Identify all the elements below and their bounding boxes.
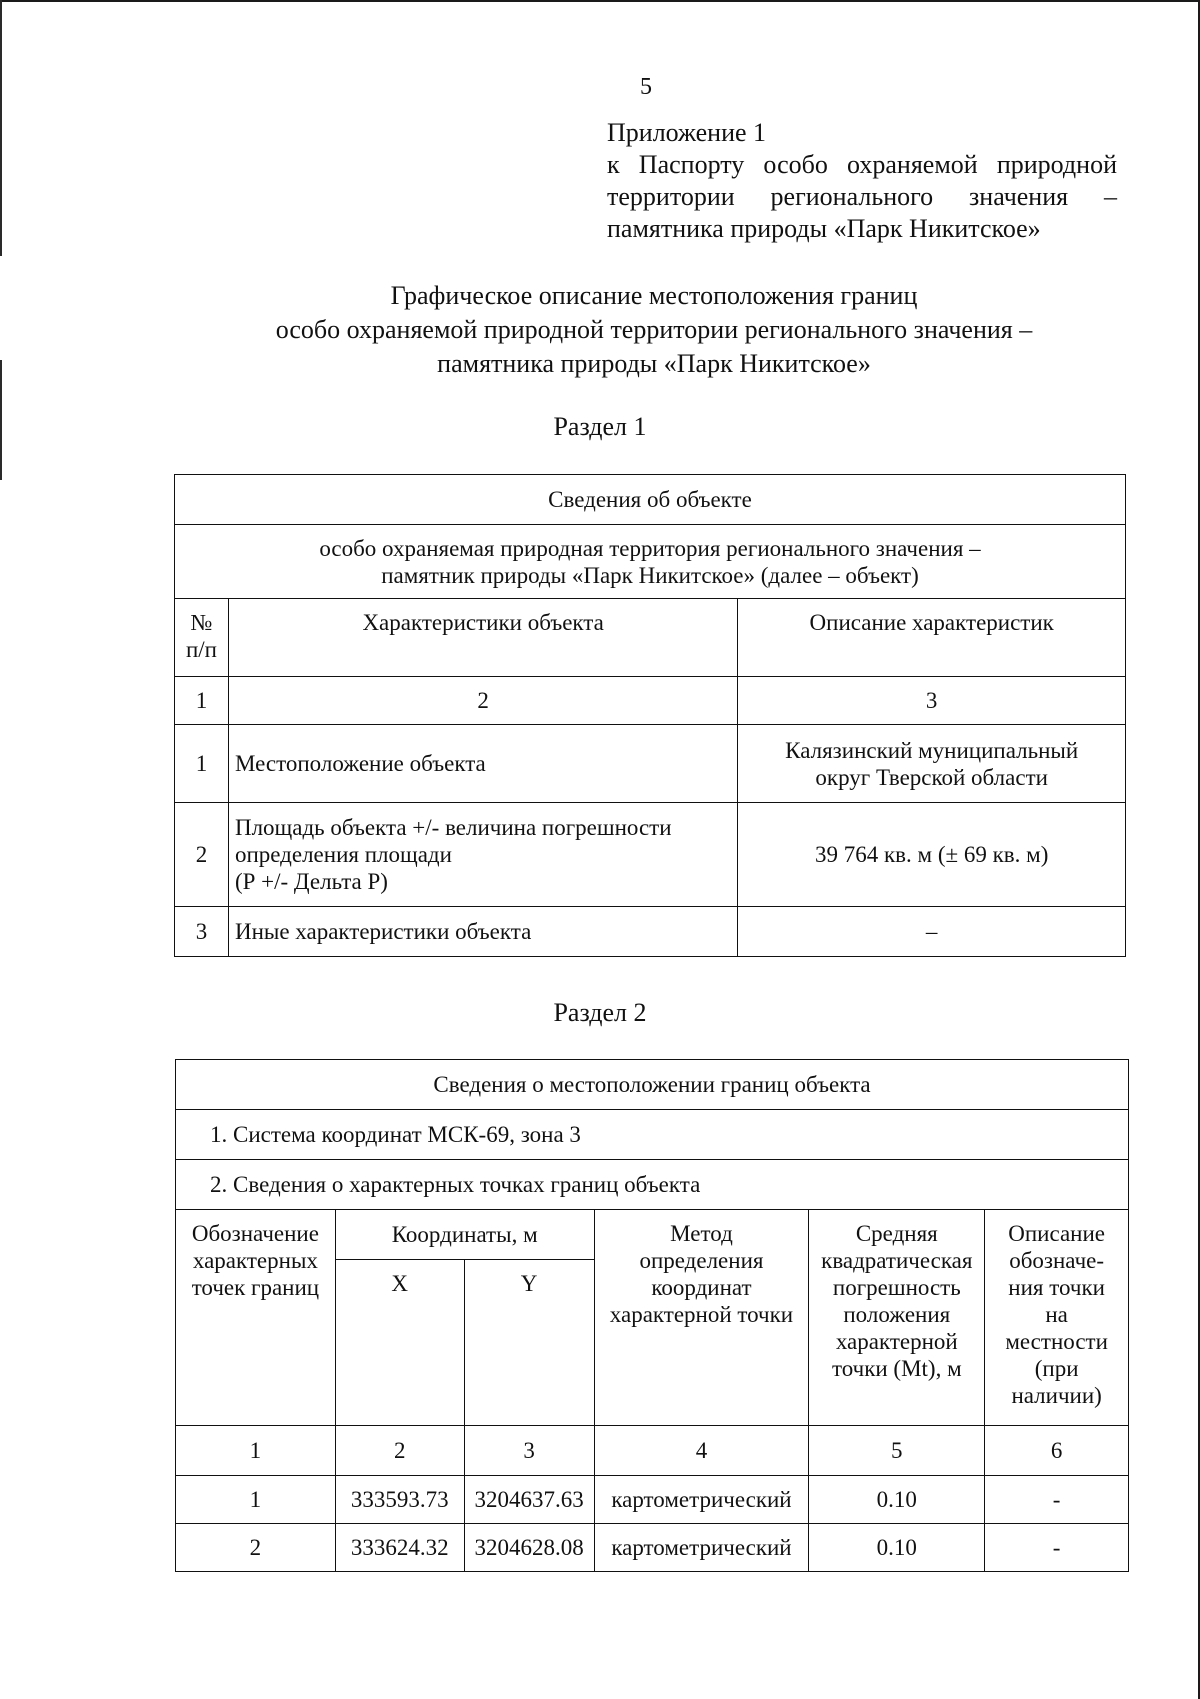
row-number: 3: [175, 907, 229, 957]
header-num: [175, 599, 229, 677]
table-caption: Сведения о местоположении границ объекта: [176, 1060, 1129, 1110]
title-line: особо охраняемой природной территории регионального значения –: [275, 315, 1033, 344]
header-line: погрешность: [832, 1275, 961, 1300]
title-line: памятника природы «Парк Никитское»: [437, 349, 871, 378]
header-mean-error: [809, 1210, 985, 1426]
characteristic-line: Иные характеристики объекта: [234, 919, 532, 944]
row-description: [738, 907, 1126, 957]
annex-line: территории регионального значения –: [607, 182, 1117, 211]
row-number: 1: [175, 725, 229, 803]
description-line: 39 764 кв. м (± 69 кв. м): [814, 842, 1049, 867]
column-index: 2: [335, 1426, 464, 1476]
annex-header: [607, 117, 1117, 245]
row-characteristic: [228, 907, 737, 957]
point-x: 333593.73: [335, 1476, 464, 1524]
header-designation: [176, 1210, 336, 1426]
header-line: (при: [1034, 1356, 1079, 1381]
header-coordinates: Координаты, м: [335, 1210, 594, 1260]
scan-edge-left: [0, 0, 2, 256]
header-line: наличии): [1011, 1383, 1102, 1408]
object-name-line: особо охраняемая природная территория регионального значения –: [319, 535, 981, 561]
header-y: Y: [464, 1260, 594, 1426]
table-row: [175, 725, 1126, 803]
characteristic-line: (Р +/- Дельта Р): [234, 869, 388, 894]
object-info-table: [174, 474, 1126, 957]
column-index: 1: [176, 1426, 336, 1476]
point-y: 3204637.63: [464, 1476, 594, 1524]
column-index: 1: [175, 677, 229, 725]
table-caption: Сведения об объекте: [175, 475, 1126, 525]
point-description: -: [985, 1524, 1129, 1572]
header-location-description: [985, 1210, 1129, 1426]
page-number: 5: [640, 74, 652, 100]
column-index: 2: [228, 677, 737, 725]
point-id: 2: [176, 1524, 336, 1572]
section2-heading: Раздел 2: [553, 998, 647, 1027]
header-line: Обозначение: [191, 1221, 319, 1246]
header-line: координат: [651, 1275, 752, 1300]
document-title: [174, 279, 1134, 381]
points-info: 2. Сведения о характерных точках границ объекта: [176, 1160, 1129, 1210]
row-description: [738, 725, 1126, 803]
header-line: обозначе-: [1009, 1248, 1105, 1273]
header-line: точек границ: [191, 1275, 320, 1300]
header-line: характерной: [835, 1329, 958, 1354]
coordinate-system: 1. Система координат МСК-69, зона 3: [176, 1110, 1129, 1160]
point-x: 333624.32: [335, 1524, 464, 1572]
header-line: определения: [639, 1248, 764, 1273]
header-x: X: [335, 1260, 464, 1426]
point-mt: 0.10: [809, 1476, 985, 1524]
annex-line: памятника природы «Парк Никитское»: [607, 214, 1041, 243]
point-id: 1: [176, 1476, 336, 1524]
point-description: -: [985, 1476, 1129, 1524]
row-number: 2: [175, 803, 229, 907]
characteristic-line: определения площади: [234, 842, 452, 867]
table-row: [176, 1476, 1129, 1524]
header-line: квадратическая: [821, 1248, 973, 1273]
section1-heading: Раздел 1: [553, 412, 647, 441]
table-row: [176, 1524, 1129, 1572]
column-index: 5: [809, 1426, 985, 1476]
characteristic-line: Площадь объекта +/- величина погрешности: [234, 815, 672, 840]
point-method: картометрический: [594, 1476, 809, 1524]
header-line: Средняя: [855, 1221, 938, 1246]
header-line: характерной точки: [609, 1302, 794, 1327]
point-y: 3204628.08: [464, 1524, 594, 1572]
row-characteristic: [228, 803, 737, 907]
description-line: округ Тверской области: [815, 764, 1048, 790]
scan-edge-top: [0, 0, 1200, 2]
header-method: [594, 1210, 809, 1426]
column-index: 3: [464, 1426, 594, 1476]
object-name-line: памятник природы «Парк Никитское» (далее – объект): [381, 562, 919, 588]
header-description: Описание характеристик: [738, 599, 1126, 677]
header-line: ния точки: [1008, 1275, 1105, 1300]
header-line: на: [1045, 1302, 1068, 1327]
header-num-line: №: [190, 610, 213, 635]
point-mt: 0.10: [809, 1524, 985, 1572]
column-index: 4: [594, 1426, 809, 1476]
characteristic-line: Местоположение объекта: [234, 751, 486, 776]
annex-line: к Паспорту особо охраняемой природной: [607, 150, 1117, 179]
header-line: Описание: [1008, 1221, 1105, 1246]
row-characteristic: [228, 725, 737, 803]
column-index: 6: [985, 1426, 1129, 1476]
object-name-cell: [175, 525, 1126, 599]
boundary-points-table: [175, 1059, 1129, 1572]
table-row: [175, 907, 1126, 957]
description-line: Калязинский муниципальный: [785, 737, 1079, 763]
table-row: [175, 803, 1126, 907]
column-index: 3: [738, 677, 1126, 725]
row-description: [738, 803, 1126, 907]
header-line: точки (Mt), м: [831, 1356, 962, 1381]
title-line: Графическое описание местоположения границ: [390, 281, 918, 310]
annex-line: Приложение 1: [607, 118, 767, 147]
description-line: –: [925, 919, 938, 944]
header-characteristics: Характеристики объекта: [228, 599, 737, 677]
point-method: картометрический: [594, 1524, 809, 1572]
header-line: местности: [1005, 1329, 1108, 1354]
header-line: характерных: [192, 1248, 318, 1273]
header-num-line: п/п: [185, 637, 217, 662]
header-line: Метод: [670, 1221, 733, 1246]
header-line: положения: [843, 1302, 951, 1327]
